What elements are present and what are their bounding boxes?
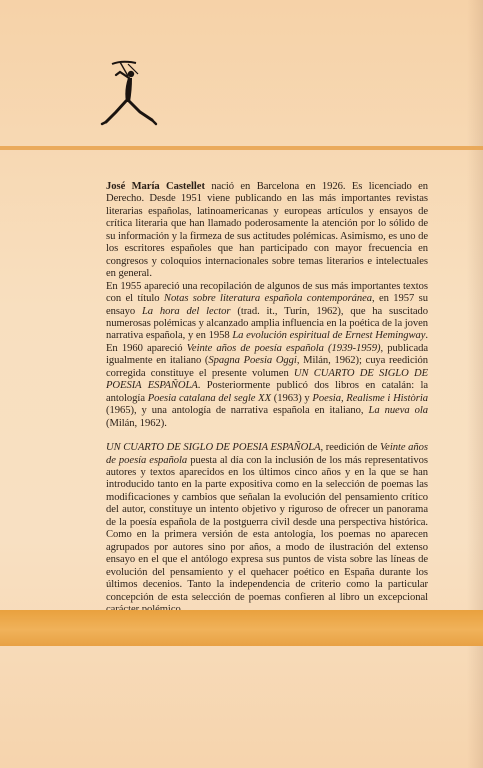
book-title: Poesia catalana del segle XX — [147, 392, 272, 404]
top-orange-rule — [0, 146, 483, 150]
text-run: (Milán, 1962). — [106, 417, 167, 429]
book-title: Veinte años de poesía española (1939-1959) — [186, 342, 381, 354]
text-run: (1965), y una antología de narrativa española en italiano, — [106, 405, 369, 417]
text-run: . En 1960 apareció — [106, 330, 428, 354]
paragraph-1 — [106, 181, 428, 281]
text-run: , Milán, 1962); cuya reedición corregida constituye el presente volumen — [106, 355, 428, 379]
book-title: Spagna Poesia Oggi — [208, 355, 297, 367]
archer-figure-logo — [98, 58, 160, 130]
text-run: En 1955 apareció una recopilación de algunos de sus más importantes textos con el título — [106, 280, 428, 305]
text-run: , en 1957 su ensayo — [106, 293, 428, 317]
text-run: (1963) y — [271, 392, 313, 404]
text-run: , publicada igualmente en italiano ( — [106, 342, 428, 367]
text-run: . Posteriormente publicó dos libros en catalán: la antología — [106, 380, 428, 404]
book-title: Veinte años de poesía española — [106, 442, 428, 466]
paragraph-1-text: nació en Barcelona en 1926. Es licenciado en Derecho. Desde 1951 viene publicando en las más importantes revistas literarias españolas, latinoamericanas y europeas artículos y ensayos de crítica literaria que han llamado poderosamente la atención por lo sólido de su información y la firmeza de sus actitudes polémicas. Asimismo, es uno de los escritores españoles que han participado con mayor frecuencia en congresos y coloquios internacionales sobre temas literarios e intelectuales en general. — [106, 181, 429, 280]
bottom-orange-band — [0, 610, 483, 646]
text-run: , reedición de — [320, 442, 380, 454]
book-title: Notas sobre literatura española contemporánea — [163, 293, 373, 305]
book-title: UN CUARTO DE SIGLO DE POESIA ESPAÑOLA — [106, 367, 428, 392]
book-title: La evolución espiritual de Ernest Hemingway — [232, 330, 426, 342]
book-title: UN CUARTO DE SIGLO DE POESIA ESPAÑOLA — [106, 442, 321, 454]
biography-text — [106, 181, 428, 616]
book-title: La nueva ola — [368, 405, 428, 417]
text-run: (trad. it., Turín, 1962), que ha suscitado numerosas polémicas y alcanzado amplia influencia en la poética de la joven narrativa española, y en 1958 — [106, 305, 428, 342]
paragraph-2 — [106, 281, 428, 430]
text-run: puesta al día con la inclusión de los más representativos autores y textos aparecidos en los últimos cinco años y en la que se han introducido tanto en la parte expositiva como en la selección de poemas las modificaciones y cambios que señalan la evolución del pensamiento crítico del autor, constituye un intento objetivo y riguroso de ofrecer un panorama de la poesía española de la postguerra civil desde una perspectiva histórica. Como en la primera versión de esta antología, los poemas no aparecen agrupados por autores sino por años, a modo de ilustración del extenso ensayo en el que el antólogo expresa sus puntos de vista sobre las líneas de evolución del pensamiento y el quehacer poético en España durante los últimos decenios. Tanto la independencia de criterio como la particular concepción de esta selección de poemas confieren al libro un excepcional — [106, 454, 429, 603]
paragraph-3 — [106, 442, 428, 616]
page-edge-shadow — [467, 0, 483, 768]
book-title: Poesia, Realisme i Història — [312, 392, 428, 404]
book-title: La hora del lector — [141, 305, 231, 317]
author-name: José María Castellet — [106, 181, 205, 192]
